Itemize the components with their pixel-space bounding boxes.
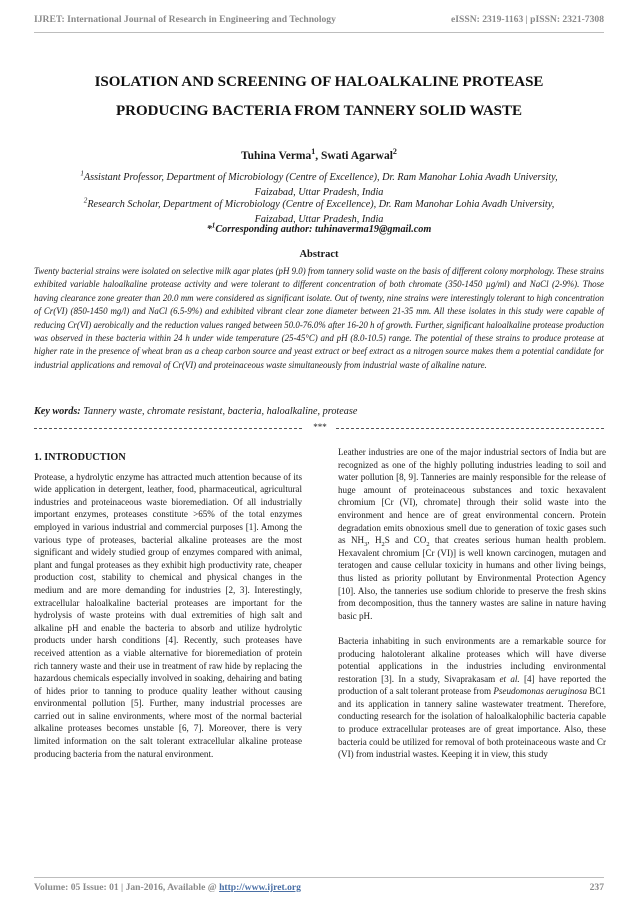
aff-1-mark: 1 [80,169,84,178]
author-2-mark: 2 [392,147,397,157]
keywords-text: Tannery waste, chromate resistant, bacteria, haloalkaline, protease [83,406,358,417]
intro-paragraph-2 [338,446,606,622]
intro-paragraph-1: Protease, a hydrolytic enzyme has attracted much attention because of its wide application in detergent, leather, food, pharmaceutical, agricultural industries and proteinaceous waste bioremediation. Of all industrially important enzymes, proteases constitute >65% of the total enzymes employed in various industrial and commercial purposes [1]. Among the various type of proteases, bacterial alkaline proteases are the most significant and widely studied group of enzymes compared with animal, plant and fungal proteases as they exhibit high productivity rate, cheaper production cost, stability to chemical and physical changes in the medium and are more demanding for industries [2, 3]. Interestingly, extracellular haloalkaline bacterial proteases are important for the hydrolysis of waste proteins with dual extremities of high salt and alkaline pH and enable the bacteria to absorb and utilize hydrolytic products under harsh conditions [4]. Recently, such proteases have received attention as a viable alternative for bioremediation of protein rich tannery waste and their use in treatment of raw hide by replacing the hazardous chemicals especially involved in soaking, dehairing and bating of hides prior to tanning to produce quality leather without causing environmental pollution [5]. Further, many industrial processes are carried out in saline environments, where most of the normal bacterial alkaline proteases becomes unstable [6, 7]. Moreover, there is very limited information on the salt tolerant extracellular alkaline protease producing bacteria from the natural environment. [34,471,302,759]
author-2: Swati Agarwal [321,150,393,162]
aff-2-mark: 2 [83,196,88,205]
journal-link[interactable]: http://www.ijret.org [219,882,301,893]
running-header [34,14,604,25]
aff-1-line-1: Assistant Professor, Department of Microbiology (Centre of Excellence), Dr. Ram Manohar Lohia Avadh University, [83,172,558,183]
running-footer [34,882,604,893]
corr-star: * [206,224,212,235]
page-number: 237 [589,882,604,893]
author-line [40,147,598,162]
intro-paragraph-3 [338,635,606,761]
title-line-2: PRODUCING BACTERIA FROM TANNERY SOLID WASTE [115,103,523,119]
footer-volume [34,882,301,893]
aff-2-line-1: Research Scholar, Department of Microbiology (Centre of Excellence), Dr. Ram Manohar Lohia Avadh University, [87,199,555,210]
keywords [34,406,604,417]
para-text: [4] have reported the production of a salt tolerant protease from [338,673,606,697]
section-divider [34,422,604,432]
affiliation-2 [34,197,604,227]
subscript: 2 [426,540,430,548]
footer-rule [34,877,604,878]
left-column [34,452,302,773]
et-al: et al. [499,673,520,684]
para-text: Leather industries are one of the major industrial sectors of India but are recognized as one of the highly polluting industries leading to soil and water pollution [8, 9]. Tanneries are mainly responsible for the release of huge amount of proteinaceous substances and toxic hexavalent chromium [Cr (VI), chromate] through their solid waste into the environment and hence are of great environmental concern. Protein degradation emits obnoxious smell due to generation of toxic gases such as NH [338,447,606,546]
corr-mark: 1 [211,221,216,230]
keywords-label: Key words: [34,406,81,417]
para-text: that creates serious human health problem. Hexavalent chromium [Cr (VI)] is well known carcinogen, mutagen and teratogen and cause cellular toxicity in humans and other living beings, thus listed as priority pollutant by Environmental Protection Agency [10]. Also, the tanneries use sodium chloride to preserve the fresh skins from decomposition, thus the tannery wastes are saline in nature having basic pH. [338,535,607,621]
issn: eISSN: 2319-1163 | pISSN: 2321-7308 [451,14,604,25]
corr-text: Corresponding author: tuhinaverma19@gmail.com [215,224,432,235]
author-1-mark: 1 [311,147,316,157]
author-separator: , [315,150,322,162]
journal-name: IJRET: International Journal of Research in Engineering and Technology [34,14,336,25]
subscript: 3 [364,540,368,548]
paper-title [40,68,598,126]
footer-volume-text: Volume: 05 Issue: 01 | Jan-2016, Available @ [34,882,220,893]
para-text: Bacteria inhabiting in such environments are a remarkable source for producing halotolerant alkaline proteases which will have diverse potential applications in the industries including environmental restoration [3]. In a study, Sivaprakasam [338,635,606,684]
section-heading-introduction: 1. INTRODUCTION [34,452,126,463]
aff-1-line-2: Faizabad, Uttar Pradesh, India [254,187,384,198]
aff-2-line-2: Faizabad, Uttar Pradesh, India [254,214,384,225]
corresponding-author [40,221,598,235]
abstract-text: Twenty bacterial strains were isolated on selective milk agar plates (pH 9.0) from tannery solid waste on the basis of different colony morphology. These strains exhibited variable haloalkaline protease activity and were tolerant to different concentration of both chromate (350-1450 µg/ml) and NaCl (2-9%). Those having clearance zone greater than 20.0 mm were considered as significant isolate. Out of twenty, nine strains were interestingly tolerant to high concentration of Cr(VI) (850-1450 mg/l) and NaCl (6.5-9%) and exhibited vibrant clear zone diameter between 21-35 mm. All these isolates in this study were capable of reducing Cr(VI) aerobically and the reduction values ranged between 50.0-76.0% after 16-20 h of growth. Further, significant haloalkaline protease production was observed in these bacteria within 24 h under wide temperature (25-45°C) and pH (8.0-10.5) range. The potential of these strains to produce protease at higher rate in the presence of wheat bran as a cheap carbon source and yeast extract or beef extract as a nitrogen source makes them a potential candidate for industrial applications and removal of Cr(VI) and proteinaceous waste simultaneously from industrial waste of alkaline nature. [34,266,604,370]
right-column [338,446,606,773]
para-text: BC1 and its application in tannery saline wastewater treatment. Therefore, conducting research for the isolation of haloalkalophilic bacteria capable to produce extracellular proteases are of great importance. Also, these bacteria could be utilized for removal of both proteinaceous waste and Cr (VI) from industrial wastes. Keeping it in view, this study [338,686,606,760]
divider-mark: *** [313,422,327,432]
para-text: , H [367,535,382,546]
affiliation-1 [34,170,604,200]
header-rule [34,32,604,33]
para-text: S and CO [384,535,427,546]
abstract-heading: Abstract [299,249,339,260]
species-name: Pseudomonas aeruginosa [493,686,588,697]
subscript: 2 [381,540,385,548]
divider-line-right [336,428,604,429]
title-line-1: ISOLATION AND SCREENING OF HALOALKALINE PROTEASE [94,74,544,90]
author-1: Tuhina Verma [241,150,312,162]
divider-line-left [34,428,302,429]
